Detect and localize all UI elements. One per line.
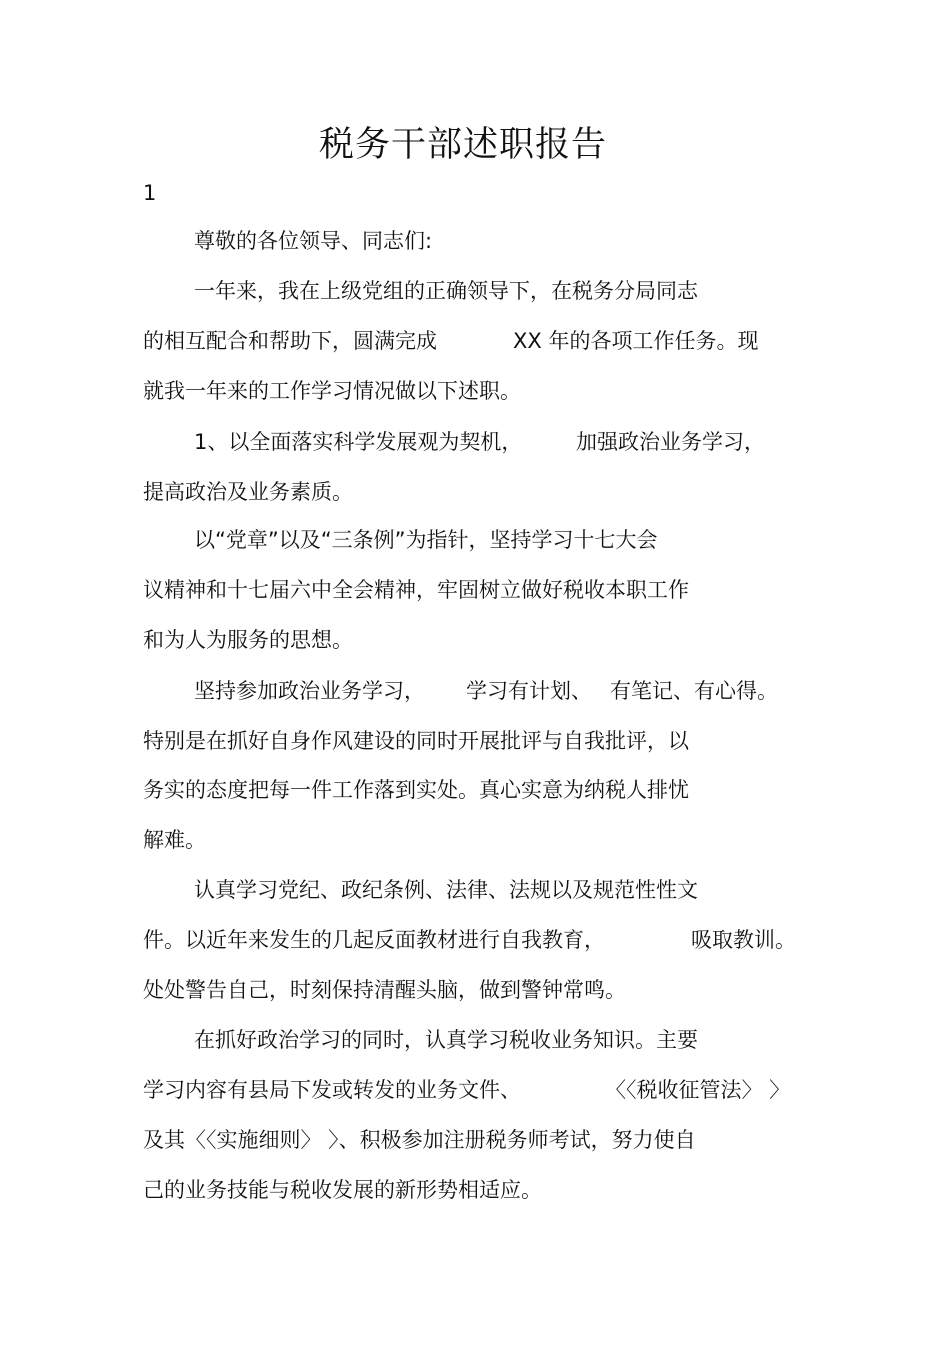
- text-segment: 学习内容有县局下发或转发的业务文件、: [143, 1078, 521, 1102]
- text-segment: 坚持参加政治业务学习，: [194, 679, 425, 703]
- text-line: 提高政治及业务素质。: [143, 480, 353, 504]
- text-line: [194, 424, 794, 460]
- page-number: 1: [143, 181, 157, 205]
- text-line: 尊敬的各位领导、同志们:: [194, 229, 433, 253]
- text-segment: 有笔记、有心得。: [610, 679, 778, 703]
- text-line: 在抓好政治学习的同时，认真学习税收业务知识。主要: [194, 1028, 698, 1052]
- text-line: [143, 1072, 813, 1108]
- text-line: 务实的态度把每一件工作落到实处。真心实意为纳税人排忧: [143, 778, 689, 802]
- text-segment: 的相互配合和帮助下，圆满完成: [143, 329, 437, 353]
- text-line: 和为人为服务的思想。: [143, 628, 353, 652]
- text-line: 及其〈〈实施细则〉 〉、积极参加注册税务师考试，努力使自: [143, 1128, 696, 1152]
- text-line: 处处警告自己，时刻保持清醒头脑，做到警钟常鸣。: [143, 978, 626, 1002]
- text-line: [194, 673, 794, 709]
- text-line: 己的业务技能与税收发展的新形势相适应。: [143, 1178, 542, 1202]
- text-segment: 〈〈税收征管法〉 〉: [605, 1078, 791, 1102]
- text-line: 认真学习党纪、政纪条例、法律、法规以及规范性性文: [194, 878, 698, 902]
- text-line: 解难。: [143, 828, 206, 852]
- text-segment: 吸取教训。: [691, 928, 796, 952]
- text-line: [143, 323, 823, 359]
- text-line: [143, 922, 813, 958]
- text-line: 以“党章”以及“三条例”为指针，坚持学习十七大会: [194, 528, 658, 552]
- text-line: 就我一年来的工作学习情况做以下述职。: [143, 379, 521, 403]
- text-segment: 学习有计划、: [466, 679, 592, 703]
- text-segment: XX 年的各项工作任务。现: [513, 329, 759, 353]
- text-segment: 件。以近年来发生的几起反面教材进行自我教育，: [143, 928, 605, 952]
- text-line: 议精神和十七届六中全会精神，牢固树立做好税收本职工作: [143, 578, 689, 602]
- text-line: 一年来，我在上级党组的正确领导下，在税务分局同志: [194, 279, 698, 303]
- text-line: 特别是在抓好自身作风建设的同时开展批评与自我批评，以: [143, 729, 689, 753]
- text-segment: 1、以全面落实科学发展观为契机，: [194, 430, 523, 454]
- document-title: 税务干部述职报告: [318, 125, 607, 165]
- text-segment: 加强政治业务学习，: [576, 430, 765, 454]
